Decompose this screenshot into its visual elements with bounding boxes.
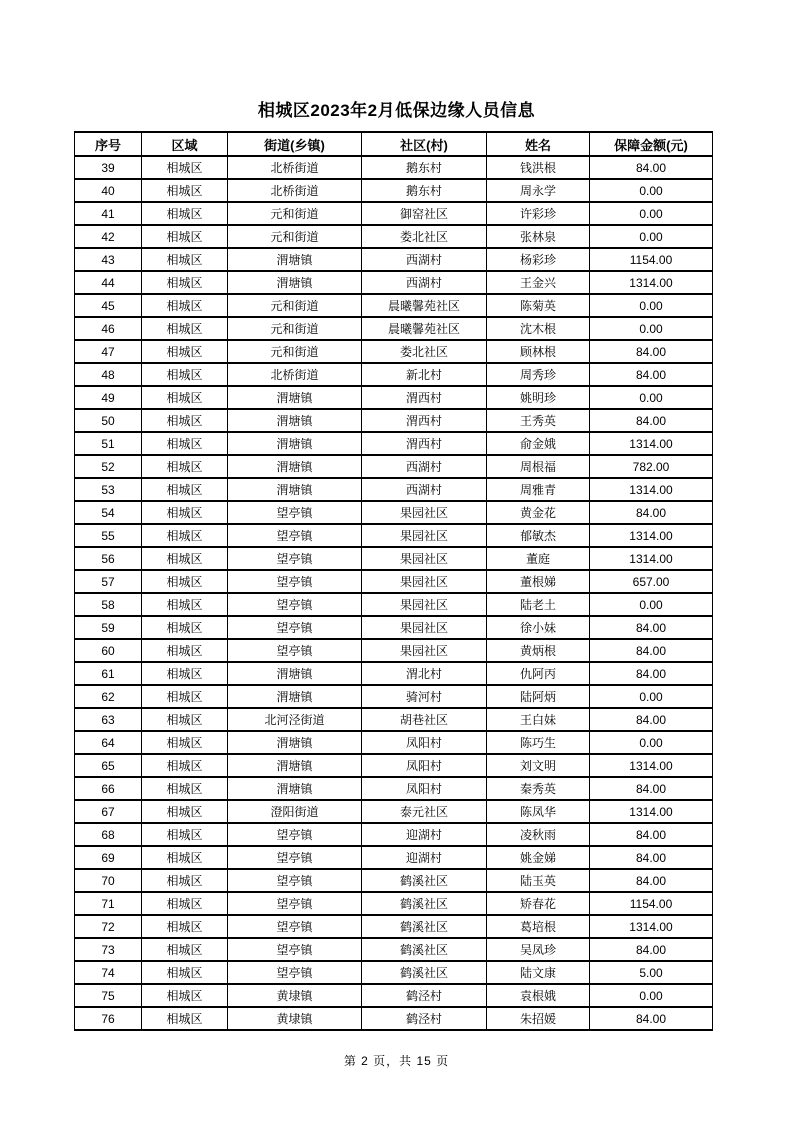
table-cell-col-street: 望亭镇 xyxy=(228,570,362,593)
table-cell-col-community: 鹅东村 xyxy=(362,179,487,202)
table-cell-col-name: 陆玉英 xyxy=(487,869,590,892)
table-cell-col-community: 凤阳村 xyxy=(362,731,487,754)
table-cell-col-street: 北河泾街道 xyxy=(228,708,362,731)
table-cell-col-community: 晨曦馨苑社区 xyxy=(362,294,487,317)
table-cell-col-region: 相城区 xyxy=(142,156,228,179)
table-cell-col-street: 渭塘镇 xyxy=(228,432,362,455)
page-footer: 第 2 页，共 15 页 xyxy=(343,1054,450,1068)
table-cell-col-community: 西湖村 xyxy=(362,478,487,501)
table-cell-col-index: 73 xyxy=(75,938,142,961)
table-cell-col-amount: 0.00 xyxy=(590,202,713,225)
table-cell-col-region: 相城区 xyxy=(142,317,228,340)
table-cell-col-community: 果园社区 xyxy=(362,593,487,616)
table-cell-col-amount: 0.00 xyxy=(590,294,713,317)
table-row xyxy=(75,156,713,179)
table-row xyxy=(75,938,713,961)
table-cell-col-index: 58 xyxy=(75,593,142,616)
table-cell-col-street: 渭塘镇 xyxy=(228,478,362,501)
table-cell-col-street: 望亭镇 xyxy=(228,639,362,662)
table-cell-col-amount: 657.00 xyxy=(590,570,713,593)
table-cell-col-region: 相城区 xyxy=(142,984,228,1007)
table-cell-col-community: 鹤溪社区 xyxy=(362,938,487,961)
table-row xyxy=(75,570,713,593)
table-cell-col-index: 56 xyxy=(75,547,142,570)
table-cell-col-name: 葛培根 xyxy=(487,915,590,938)
table-cell-col-name: 凌秋雨 xyxy=(487,823,590,846)
table-row xyxy=(75,754,713,777)
page-title: 相城区2023年2月低保边缘人员信息 xyxy=(257,101,536,120)
table-cell-col-amount: 84.00 xyxy=(590,639,713,662)
table-cell-col-region: 相城区 xyxy=(142,363,228,386)
table-cell-col-amount: 84.00 xyxy=(590,846,713,869)
table-cell-col-amount: 84.00 xyxy=(590,409,713,432)
table-cell-col-index: 47 xyxy=(75,340,142,363)
table-row xyxy=(75,179,713,202)
table-row xyxy=(75,616,713,639)
table-cell-col-street: 望亭镇 xyxy=(228,547,362,570)
table-cell-col-amount: 84.00 xyxy=(590,501,713,524)
table-cell-col-region: 相城区 xyxy=(142,202,228,225)
table-cell-col-region: 相城区 xyxy=(142,685,228,708)
table-row xyxy=(75,248,713,271)
table-cell-col-amount: 1314.00 xyxy=(590,432,713,455)
table-cell-col-index: 51 xyxy=(75,432,142,455)
table-cell-col-region: 相城区 xyxy=(142,409,228,432)
table-cell-col-name: 矫春花 xyxy=(487,892,590,915)
table-cell-col-name: 陈凤华 xyxy=(487,800,590,823)
table-cell-col-name: 吴凤珍 xyxy=(487,938,590,961)
table-cell-col-name: 张林泉 xyxy=(487,225,590,248)
table-cell-col-amount: 1314.00 xyxy=(590,478,713,501)
table-cell-col-community: 渭西村 xyxy=(362,409,487,432)
table-cell-col-community: 凤阳村 xyxy=(362,754,487,777)
table-cell-col-region: 相城区 xyxy=(142,340,228,363)
table-cell-col-community: 鹤溪社区 xyxy=(362,869,487,892)
table-cell-col-region: 相城区 xyxy=(142,731,228,754)
table-cell-col-region: 相城区 xyxy=(142,271,228,294)
table-cell-col-region: 相城区 xyxy=(142,248,228,271)
table-cell-col-street: 望亭镇 xyxy=(228,823,362,846)
table-cell-col-community: 西湖村 xyxy=(362,271,487,294)
table-cell-col-region: 相城区 xyxy=(142,961,228,984)
table-cell-col-community: 果园社区 xyxy=(362,524,487,547)
table-cell-col-amount: 0.00 xyxy=(590,225,713,248)
table-cell-col-region: 相城区 xyxy=(142,938,228,961)
column-header-col-amount: 保障金额(元) xyxy=(590,132,713,156)
table-cell-col-name: 袁根娥 xyxy=(487,984,590,1007)
table-cell-col-community: 果园社区 xyxy=(362,547,487,570)
table-row xyxy=(75,869,713,892)
table-row xyxy=(75,708,713,731)
table-cell-col-name: 徐小妹 xyxy=(487,616,590,639)
table-row xyxy=(75,639,713,662)
table-cell-col-name: 姚金娣 xyxy=(487,846,590,869)
table-cell-col-street: 北桥街道 xyxy=(228,363,362,386)
table-cell-col-name: 俞金娥 xyxy=(487,432,590,455)
table-row xyxy=(75,846,713,869)
table-cell-col-community: 鹅东村 xyxy=(362,156,487,179)
table-cell-col-street: 黄埭镇 xyxy=(228,1007,362,1030)
column-header-col-name: 姓名 xyxy=(487,132,590,156)
table-cell-col-name: 王金兴 xyxy=(487,271,590,294)
table-cell-col-street: 渭塘镇 xyxy=(228,685,362,708)
table-cell-col-region: 相城区 xyxy=(142,294,228,317)
table-cell-col-name: 许彩珍 xyxy=(487,202,590,225)
table-cell-col-name: 陆老土 xyxy=(487,593,590,616)
table-cell-col-community: 鹤溪社区 xyxy=(362,961,487,984)
table-cell-col-street: 北桥街道 xyxy=(228,156,362,179)
table-cell-col-community: 娄北社区 xyxy=(362,340,487,363)
table-cell-col-community: 鹤泾村 xyxy=(362,984,487,1007)
table-cell-col-street: 望亭镇 xyxy=(228,915,362,938)
table-cell-col-street: 望亭镇 xyxy=(228,524,362,547)
table-row xyxy=(75,294,713,317)
table-cell-col-street: 元和街道 xyxy=(228,317,362,340)
table-cell-col-street: 元和街道 xyxy=(228,294,362,317)
table-cell-col-community: 果园社区 xyxy=(362,616,487,639)
table-cell-col-name: 姚明珍 xyxy=(487,386,590,409)
table-cell-col-street: 渭塘镇 xyxy=(228,662,362,685)
table-cell-col-region: 相城区 xyxy=(142,547,228,570)
table-cell-col-community: 凤阳村 xyxy=(362,777,487,800)
table-cell-col-name: 顾林根 xyxy=(487,340,590,363)
table-cell-col-amount: 0.00 xyxy=(590,386,713,409)
table-cell-col-name: 陆阿炳 xyxy=(487,685,590,708)
table-row xyxy=(75,501,713,524)
table-row xyxy=(75,271,713,294)
table-cell-col-street: 黄埭镇 xyxy=(228,984,362,1007)
table-cell-col-index: 48 xyxy=(75,363,142,386)
table-cell-col-index: 70 xyxy=(75,869,142,892)
table-cell-col-name: 王秀英 xyxy=(487,409,590,432)
table-cell-col-amount: 5.00 xyxy=(590,961,713,984)
table-cell-col-region: 相城区 xyxy=(142,869,228,892)
table-cell-col-name: 周根福 xyxy=(487,455,590,478)
table-cell-col-street: 望亭镇 xyxy=(228,501,362,524)
table-cell-col-community: 泰元社区 xyxy=(362,800,487,823)
table-cell-col-street: 渭塘镇 xyxy=(228,271,362,294)
table-cell-col-community: 渭西村 xyxy=(362,386,487,409)
table-cell-col-region: 相城区 xyxy=(142,570,228,593)
table-cell-col-name: 杨彩珍 xyxy=(487,248,590,271)
column-header-col-index: 序号 xyxy=(75,132,142,156)
table-cell-col-street: 渭塘镇 xyxy=(228,386,362,409)
table-cell-col-community: 西湖村 xyxy=(362,455,487,478)
table-cell-col-index: 46 xyxy=(75,317,142,340)
table-cell-col-street: 渭塘镇 xyxy=(228,777,362,800)
table-cell-col-region: 相城区 xyxy=(142,501,228,524)
table-cell-col-index: 60 xyxy=(75,639,142,662)
table-cell-col-index: 39 xyxy=(75,156,142,179)
table-cell-col-community: 果园社区 xyxy=(362,639,487,662)
table-row xyxy=(75,915,713,938)
table-cell-col-name: 陈巧生 xyxy=(487,731,590,754)
table-cell-col-community: 鹤溪社区 xyxy=(362,915,487,938)
table-cell-col-index: 66 xyxy=(75,777,142,800)
table-cell-col-index: 41 xyxy=(75,202,142,225)
table-cell-col-amount: 84.00 xyxy=(590,708,713,731)
table-cell-col-index: 57 xyxy=(75,570,142,593)
table-cell-col-street: 澄阳街道 xyxy=(228,800,362,823)
table-cell-col-index: 53 xyxy=(75,478,142,501)
table-row xyxy=(75,547,713,570)
table-row xyxy=(75,225,713,248)
table-cell-col-region: 相城区 xyxy=(142,639,228,662)
table-cell-col-region: 相城区 xyxy=(142,915,228,938)
table-cell-col-amount: 84.00 xyxy=(590,1007,713,1030)
table-cell-col-amount: 0.00 xyxy=(590,179,713,202)
table-cell-col-amount: 0.00 xyxy=(590,685,713,708)
table-cell-col-community: 新北村 xyxy=(362,363,487,386)
table-cell-col-street: 望亭镇 xyxy=(228,892,362,915)
table-row xyxy=(75,800,713,823)
table-cell-col-street: 渭塘镇 xyxy=(228,754,362,777)
table-cell-col-index: 59 xyxy=(75,616,142,639)
table-row xyxy=(75,823,713,846)
column-header-col-community: 社区(村) xyxy=(362,132,487,156)
table-cell-col-index: 63 xyxy=(75,708,142,731)
table-cell-col-name: 董根娣 xyxy=(487,570,590,593)
table-row xyxy=(75,409,713,432)
table-row xyxy=(75,386,713,409)
table-row xyxy=(75,984,713,1007)
table-cell-col-index: 62 xyxy=(75,685,142,708)
table-cell-col-community: 鹤溪社区 xyxy=(362,892,487,915)
table-cell-col-index: 49 xyxy=(75,386,142,409)
table-cell-col-amount: 0.00 xyxy=(590,317,713,340)
table-cell-col-name: 沈木根 xyxy=(487,317,590,340)
table-cell-col-region: 相城区 xyxy=(142,708,228,731)
table-cell-col-name: 陆文康 xyxy=(487,961,590,984)
table-cell-col-index: 54 xyxy=(75,501,142,524)
table-cell-col-region: 相城区 xyxy=(142,455,228,478)
table-cell-col-street: 渭塘镇 xyxy=(228,409,362,432)
table-cell-col-region: 相城区 xyxy=(142,662,228,685)
benefit-table xyxy=(74,131,713,1031)
table-cell-col-community: 渭北村 xyxy=(362,662,487,685)
table-row xyxy=(75,685,713,708)
table-cell-col-amount: 1314.00 xyxy=(590,524,713,547)
table-cell-col-name: 秦秀英 xyxy=(487,777,590,800)
table-cell-col-index: 64 xyxy=(75,731,142,754)
table-cell-col-index: 52 xyxy=(75,455,142,478)
table-cell-col-street: 望亭镇 xyxy=(228,938,362,961)
table-cell-col-name: 周雅青 xyxy=(487,478,590,501)
table-cell-col-street: 元和街道 xyxy=(228,225,362,248)
table-cell-col-amount: 782.00 xyxy=(590,455,713,478)
table-cell-col-index: 50 xyxy=(75,409,142,432)
table-cell-col-community: 迎湖村 xyxy=(362,823,487,846)
table-cell-col-street: 渭塘镇 xyxy=(228,731,362,754)
table-cell-col-name: 黄炳根 xyxy=(487,639,590,662)
table-cell-col-region: 相城区 xyxy=(142,616,228,639)
table-cell-col-index: 75 xyxy=(75,984,142,1007)
table-cell-col-street: 渭塘镇 xyxy=(228,455,362,478)
table-cell-col-amount: 84.00 xyxy=(590,869,713,892)
table-row xyxy=(75,455,713,478)
table-cell-col-region: 相城区 xyxy=(142,754,228,777)
table-cell-col-name: 朱招媛 xyxy=(487,1007,590,1030)
table-row xyxy=(75,340,713,363)
table-row xyxy=(75,432,713,455)
table-cell-col-street: 望亭镇 xyxy=(228,869,362,892)
table-cell-col-region: 相城区 xyxy=(142,892,228,915)
table-cell-col-index: 74 xyxy=(75,961,142,984)
table-cell-col-amount: 0.00 xyxy=(590,731,713,754)
table-cell-col-name: 仇阿丙 xyxy=(487,662,590,685)
table-cell-col-index: 40 xyxy=(75,179,142,202)
table-cell-col-region: 相城区 xyxy=(142,524,228,547)
table-cell-col-name: 周永学 xyxy=(487,179,590,202)
table-cell-col-index: 68 xyxy=(75,823,142,846)
column-header-col-street: 街道(乡镇) xyxy=(228,132,362,156)
table-cell-col-index: 71 xyxy=(75,892,142,915)
table-cell-col-name: 钱洪根 xyxy=(487,156,590,179)
table-cell-col-amount: 0.00 xyxy=(590,593,713,616)
table-cell-col-street: 北桥街道 xyxy=(228,179,362,202)
table-cell-col-street: 望亭镇 xyxy=(228,846,362,869)
table-cell-col-amount: 1314.00 xyxy=(590,800,713,823)
table-cell-col-index: 45 xyxy=(75,294,142,317)
table-cell-col-amount: 1314.00 xyxy=(590,754,713,777)
table-row xyxy=(75,662,713,685)
table-cell-col-index: 42 xyxy=(75,225,142,248)
table-cell-col-region: 相城区 xyxy=(142,823,228,846)
table-cell-col-amount: 1154.00 xyxy=(590,248,713,271)
table-cell-col-region: 相城区 xyxy=(142,478,228,501)
table-cell-col-street: 望亭镇 xyxy=(228,616,362,639)
table-cell-col-region: 相城区 xyxy=(142,225,228,248)
table-cell-col-community: 御窑社区 xyxy=(362,202,487,225)
table-cell-col-index: 69 xyxy=(75,846,142,869)
table-cell-col-community: 晨曦馨苑社区 xyxy=(362,317,487,340)
table-cell-col-region: 相城区 xyxy=(142,179,228,202)
table-row xyxy=(75,777,713,800)
table-cell-col-amount: 84.00 xyxy=(590,363,713,386)
table-cell-col-amount: 1314.00 xyxy=(590,271,713,294)
table-cell-col-street: 渭塘镇 xyxy=(228,248,362,271)
table-row xyxy=(75,363,713,386)
table-cell-col-region: 相城区 xyxy=(142,1007,228,1030)
table-cell-col-community: 娄北社区 xyxy=(362,225,487,248)
table-row xyxy=(75,1007,713,1030)
table-cell-col-amount: 84.00 xyxy=(590,340,713,363)
table-row xyxy=(75,478,713,501)
table-row xyxy=(75,961,713,984)
table-cell-col-index: 55 xyxy=(75,524,142,547)
table-cell-col-community: 迎湖村 xyxy=(362,846,487,869)
table-cell-col-amount: 84.00 xyxy=(590,662,713,685)
table-cell-col-region: 相城区 xyxy=(142,432,228,455)
table-cell-col-region: 相城区 xyxy=(142,593,228,616)
table-cell-col-amount: 1314.00 xyxy=(590,547,713,570)
table-cell-col-index: 43 xyxy=(75,248,142,271)
table-cell-col-street: 望亭镇 xyxy=(228,961,362,984)
table-cell-col-street: 望亭镇 xyxy=(228,593,362,616)
table-row xyxy=(75,731,713,754)
table-cell-col-index: 65 xyxy=(75,754,142,777)
table-row xyxy=(75,317,713,340)
table-cell-col-amount: 0.00 xyxy=(590,984,713,1007)
table-cell-col-index: 76 xyxy=(75,1007,142,1030)
table-cell-col-street: 元和街道 xyxy=(228,340,362,363)
table-cell-col-amount: 1154.00 xyxy=(590,892,713,915)
table-row xyxy=(75,202,713,225)
table-cell-col-street: 元和街道 xyxy=(228,202,362,225)
table-cell-col-amount: 84.00 xyxy=(590,156,713,179)
table-row xyxy=(75,892,713,915)
table-cell-col-amount: 1314.00 xyxy=(590,915,713,938)
table-cell-col-name: 郁敏杰 xyxy=(487,524,590,547)
table-cell-col-community: 骑河村 xyxy=(362,685,487,708)
table-cell-col-name: 周秀珍 xyxy=(487,363,590,386)
table-cell-col-amount: 84.00 xyxy=(590,616,713,639)
table-cell-col-index: 67 xyxy=(75,800,142,823)
table-header-row xyxy=(75,132,713,156)
table-cell-col-community: 渭西村 xyxy=(362,432,487,455)
table-row xyxy=(75,593,713,616)
column-header-col-region: 区域 xyxy=(142,132,228,156)
table-cell-col-community: 胡巷社区 xyxy=(362,708,487,731)
table-cell-col-region: 相城区 xyxy=(142,846,228,869)
table-cell-col-community: 果园社区 xyxy=(362,570,487,593)
table-cell-col-name: 刘文明 xyxy=(487,754,590,777)
table-cell-col-name: 王白妹 xyxy=(487,708,590,731)
table-cell-col-region: 相城区 xyxy=(142,777,228,800)
table-cell-col-name: 黄金花 xyxy=(487,501,590,524)
table-cell-col-community: 果园社区 xyxy=(362,501,487,524)
table-cell-col-region: 相城区 xyxy=(142,386,228,409)
table-cell-col-index: 72 xyxy=(75,915,142,938)
table-cell-col-community: 鹤泾村 xyxy=(362,1007,487,1030)
table-row xyxy=(75,524,713,547)
table-cell-col-amount: 84.00 xyxy=(590,823,713,846)
table-cell-col-index: 61 xyxy=(75,662,142,685)
table-cell-col-amount: 84.00 xyxy=(590,777,713,800)
table-cell-col-name: 陈菊英 xyxy=(487,294,590,317)
table-cell-col-region: 相城区 xyxy=(142,800,228,823)
table-cell-col-amount: 84.00 xyxy=(590,938,713,961)
table-cell-col-name: 董庭 xyxy=(487,547,590,570)
table-cell-col-community: 西湖村 xyxy=(362,248,487,271)
table-cell-col-index: 44 xyxy=(75,271,142,294)
